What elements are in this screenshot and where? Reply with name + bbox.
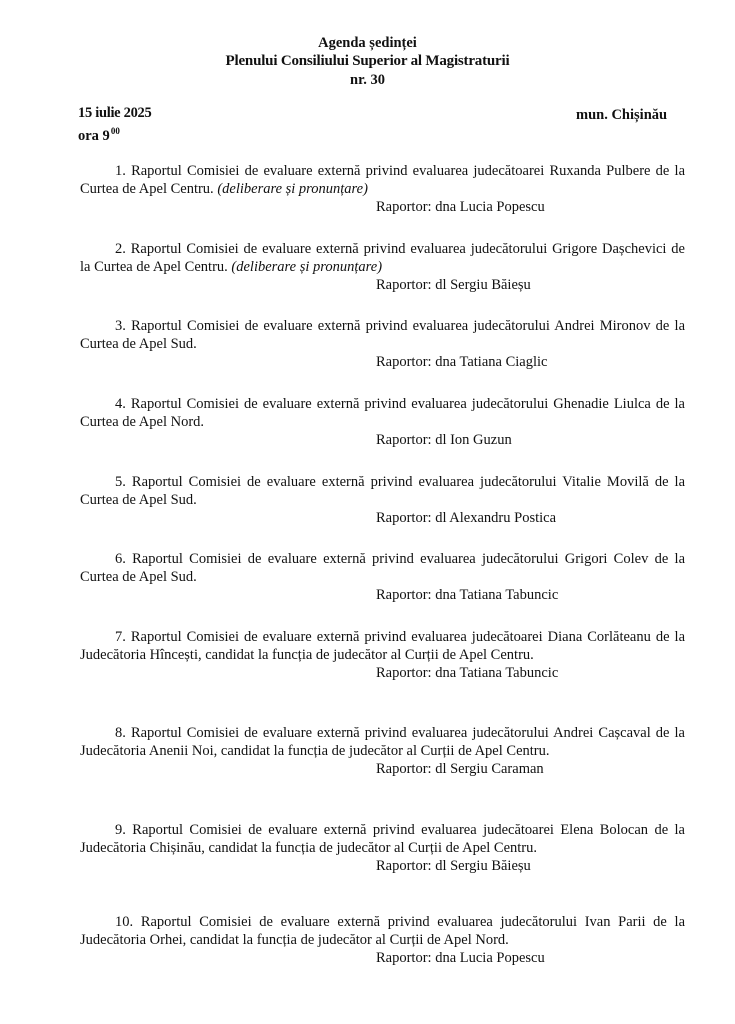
agenda-item (80, 317, 685, 371)
agenda-item-rapporteur: Raportor: dl Sergiu Băieșu (376, 858, 531, 874)
agenda-item-number: 6. (115, 551, 126, 567)
agenda-title: Agenda ședinței (318, 35, 417, 51)
agenda-item (80, 913, 685, 967)
agenda-item-body: Raportul Comisiei de evaluare externă privind evaluarea judecătorului Ghenadie Liulca de la Curtea de Apel Nord. (80, 396, 685, 430)
agenda-item (80, 550, 685, 604)
agenda-item-body: Raportul Comisiei de evaluare externă privind evaluarea judecătorului Andrei Mironov de la Curtea de Apel Sud. (80, 318, 685, 352)
agenda-item (80, 395, 685, 449)
agenda-item-text (80, 473, 685, 509)
agenda-item-number: 5. (115, 474, 126, 490)
agenda-item-rapporteur: Raportor: dl Alexandru Postica (376, 510, 557, 526)
agenda-item-rapporteur: Raportor: dna Lucia Popescu (376, 199, 545, 215)
meeting-place: mun. Chișinău (576, 107, 668, 123)
agenda-item-rapporteur: Raportor: dna Tatiana Ciaglic (376, 354, 548, 370)
agenda-item-text (80, 913, 685, 949)
agenda-item (80, 724, 685, 778)
agenda-item-number: 8. (115, 725, 126, 741)
agenda-item (80, 162, 685, 216)
meeting-time (78, 122, 120, 145)
meeting-date: 15 iulie 2025 (78, 105, 152, 121)
agenda-item-number: 3. (115, 318, 126, 334)
agenda-item-number: 9. (115, 822, 126, 838)
agenda-item-text (80, 550, 685, 586)
agenda-item-body: Raportul Comisiei de evaluare externă privind evaluarea judecătorului Vitalie Movilă de la Curtea de Apel Sud. (80, 474, 686, 508)
meeting-time-minutes: 00 (110, 126, 120, 136)
agenda-subtitle: Plenului Consiliului Superior al Magistraturii (225, 53, 510, 69)
agenda-item-number: 10. (115, 914, 134, 930)
agenda-item-note: (deliberare și pronunțare) (231, 259, 383, 275)
agenda-item-rapporteur: Raportor: dna Lucia Popescu (376, 950, 545, 966)
agenda-item-number: 1. (115, 163, 126, 179)
agenda-item-rapporteur: Raportor: dna Tatiana Tabuncic (376, 587, 559, 603)
agenda-item-number: 4. (115, 396, 126, 412)
agenda-item-body: Raportul Comisiei de evaluare externă privind evaluarea judecătoarei Elena Bolocan de la Judecătoria Chișinău, candidat la funcția de judecător al Curții de Apel Centru. (80, 822, 685, 856)
agenda-item-number: 7. (115, 629, 126, 645)
agenda-item-text (80, 628, 685, 664)
agenda-item-body: Raportul Comisiei de evaluare externă privind evaluarea judecătorului Grigori Colev de la Curtea de Apel Sud. (80, 551, 685, 585)
agenda-item-rapporteur: Raportor: dl Sergiu Băieșu (376, 277, 531, 293)
agenda-item-body: Raportul Comisiei de evaluare externă privind evaluarea judecătoarei Ruxanda Pulbere de la Curtea de Apel Centru. (80, 163, 686, 197)
agenda-item-rapporteur: Raportor: dna Tatiana Tabuncic (376, 665, 559, 681)
agenda-item-text (80, 240, 685, 276)
agenda-item-number: 2. (115, 241, 126, 257)
agenda-item-text (80, 395, 685, 431)
agenda-number: nr. 30 (350, 72, 385, 88)
agenda-item (80, 240, 685, 294)
agenda-item-rapporteur: Raportor: dl Sergiu Caraman (376, 761, 544, 777)
agenda-item-text (80, 317, 685, 353)
agenda-item (80, 473, 685, 527)
agenda-item-body: Raportul Comisiei de evaluare externă privind evaluarea judecătorului Andrei Cașcaval de la Judecătoria Anenii Noi, candidat la funcția de judecător al Curții de Apel Centru. (80, 725, 685, 759)
agenda-item-note: (deliberare și pronunțare) (217, 181, 368, 197)
agenda-item-text (80, 162, 685, 198)
agenda-item (80, 821, 685, 875)
agenda-item-body: Raportul Comisiei de evaluare externă privind evaluarea judecătorului Grigore Dașchevici de la Curtea de Apel Centru. (80, 241, 685, 275)
agenda-item-body: Raportul Comisiei de evaluare externă privind evaluarea judecătoarei Diana Corlăteanu de la Judecătoria Hîncești, candidat la funcția de judecător al Curții de Apel Centru. (80, 629, 685, 663)
meeting-time-label: ora 9 (78, 128, 110, 144)
agenda-item-text (80, 821, 685, 857)
agenda-item (80, 628, 685, 682)
agenda-item-body: Raportul Comisiei de evaluare externă privind evaluarea judecătorului Ivan Parii de la Judecătoria Orhei, candidat la funcția de judecător al Curții de Apel Nord. (80, 914, 686, 948)
agenda-item-rapporteur: Raportor: dl Ion Guzun (376, 432, 512, 448)
agenda-item-text (80, 724, 685, 760)
